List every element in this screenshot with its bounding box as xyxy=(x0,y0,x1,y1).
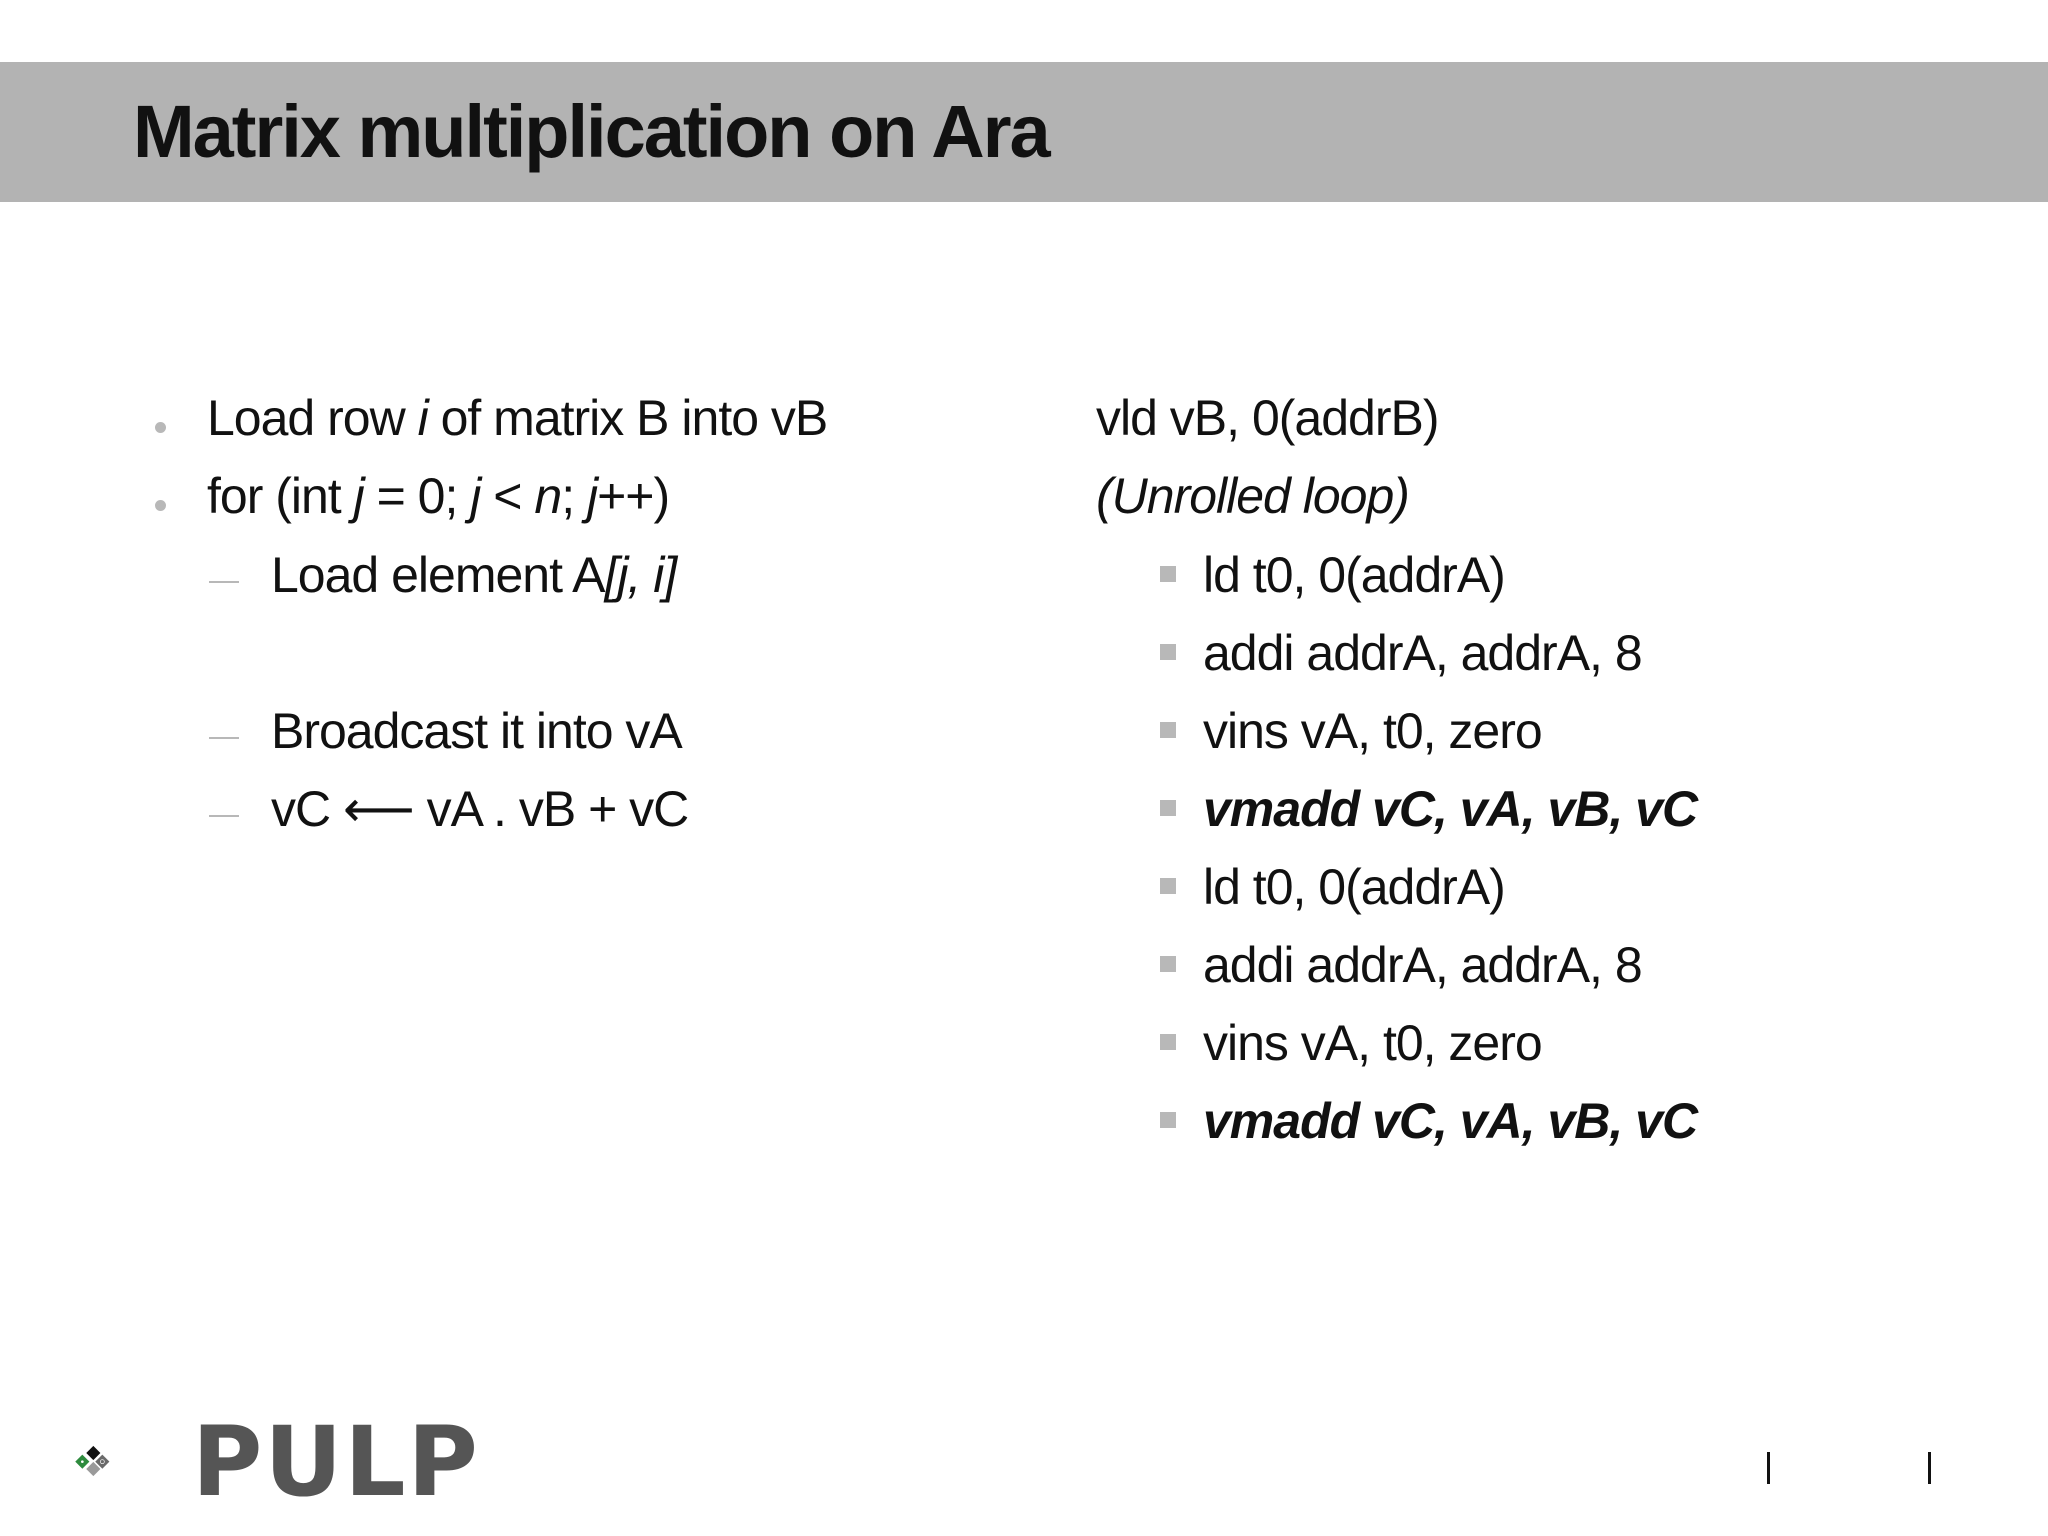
right-instr-8: vmadd vC, vA, vB, vC xyxy=(1203,1093,1698,1149)
pulp-puzzle-logo-icon xyxy=(74,1412,194,1512)
square-bullet-icon xyxy=(1160,722,1176,738)
var-segment: i xyxy=(417,390,428,446)
square-bullet-icon xyxy=(1160,644,1176,660)
text-segment: ; xyxy=(561,468,587,524)
square-bullet-icon xyxy=(1160,1112,1176,1128)
right-instr-7: vins vA, t0, zero xyxy=(1203,1015,1542,1071)
var-segment: j xyxy=(470,468,481,524)
right-instr-5: ld t0, 0(addrA) xyxy=(1203,859,1505,915)
bullet-dot-icon xyxy=(155,500,166,511)
left-sub-load-element xyxy=(271,545,676,605)
square-bullet-icon xyxy=(1160,956,1176,972)
bullet-dot-icon xyxy=(155,422,166,433)
slide-title: Matrix multiplication on Ara xyxy=(133,90,1049,173)
right-unrolled-note: (Unrolled loop) xyxy=(1096,468,1409,524)
text-segment: Load row xyxy=(207,390,418,446)
square-bullet-icon xyxy=(1160,1034,1176,1050)
left-sub-vmadd-formula: vC ⟵ vA . vB + vC xyxy=(271,781,689,837)
square-bullet-icon xyxy=(1160,800,1176,816)
dash-bullet-icon xyxy=(209,815,239,817)
text-segment: Load element A xyxy=(271,547,605,603)
right-instr-2: addi addrA, addrA, 8 xyxy=(1203,625,1642,681)
square-bullet-icon xyxy=(1160,566,1176,582)
text-segment: for (int xyxy=(207,468,354,524)
footer-divider xyxy=(1767,1452,1770,1484)
dash-bullet-icon xyxy=(209,581,239,583)
right-instr-6: addi addrA, addrA, 8 xyxy=(1203,937,1642,993)
text-segment: = 0; xyxy=(363,468,471,524)
right-instr-3: vins vA, t0, zero xyxy=(1203,703,1542,759)
right-instr-4: vmadd vC, vA, vB, vC xyxy=(1203,781,1698,837)
left-sub-broadcast: Broadcast it into vA xyxy=(271,703,682,759)
var-segment: [j, i] xyxy=(604,547,677,603)
left-bullet-for-loop xyxy=(207,466,669,526)
right-instr-1: ld t0, 0(addrA) xyxy=(1203,547,1505,603)
text-segment: < xyxy=(480,468,535,524)
footer-divider xyxy=(1928,1452,1931,1484)
left-bullet-load-row xyxy=(207,388,827,448)
right-vld-line: vld vB, 0(addrB) xyxy=(1096,390,1439,446)
title-bar xyxy=(0,62,2048,202)
text-segment: ++) xyxy=(597,468,670,524)
dash-bullet-icon xyxy=(209,737,239,739)
text-segment: of matrix B into vB xyxy=(427,390,828,446)
square-bullet-icon xyxy=(1160,878,1176,894)
var-segment: j xyxy=(586,468,598,524)
var-segment: j xyxy=(353,468,364,524)
pulp-logo-text: PULP xyxy=(192,1406,480,1518)
var-segment: n xyxy=(534,468,562,524)
